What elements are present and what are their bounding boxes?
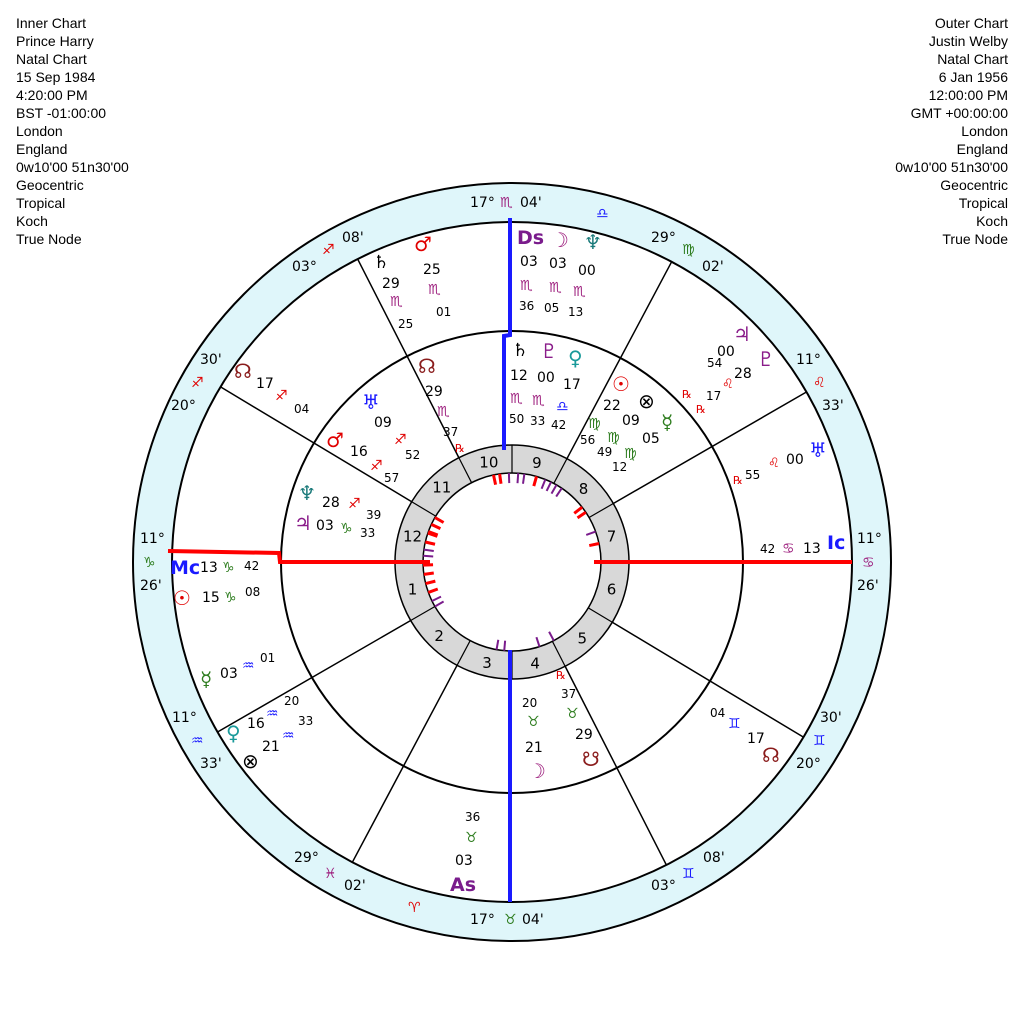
cusp-deg: 29° [294, 850, 319, 866]
leo-icon: ♌ [722, 377, 734, 392]
cancer-icon: ♋ [862, 555, 875, 571]
planet-deg: 17 [256, 376, 274, 392]
planet-deg: 17 [563, 377, 581, 393]
planet-min: 49 [597, 445, 613, 459]
planet-deg: 09 [374, 415, 392, 431]
planet-tick [424, 550, 434, 551]
ic-icon: Ic [827, 532, 846, 554]
planet-min: 33 [360, 526, 376, 540]
uranus-icon: ♅ [809, 438, 827, 462]
planet-tick [423, 556, 433, 557]
cusp-deg: 11° [140, 531, 165, 547]
desc-icon: Ds [517, 227, 545, 249]
sagittarius-icon: ♐ [370, 458, 383, 474]
planet-deg: 00 [717, 344, 735, 360]
info-line: 12:00:00 PM [928, 87, 1008, 103]
libra-icon: ♎ [556, 399, 569, 415]
planet-deg: 21 [525, 740, 543, 756]
mars-icon: ♂ [326, 428, 344, 452]
north-node-icon: ☊ [762, 743, 780, 767]
cusp-min: 26' [140, 578, 162, 594]
scorpio-icon: ♏ [437, 404, 450, 420]
capricorn-icon: ♑ [222, 560, 235, 576]
capricorn-icon: ♑ [340, 521, 353, 537]
info-line: True Node [942, 231, 1008, 247]
planet-deg: 13 [803, 541, 821, 557]
cusp-deg: 20° [796, 756, 821, 772]
scorpio-icon: ♏ [532, 393, 545, 409]
info-line: Prince Harry [16, 33, 94, 49]
planet-tick [523, 474, 524, 484]
north-node-icon: ☊ [418, 354, 436, 378]
planet-deg: 12 [510, 368, 528, 384]
planet-min: 20 [522, 696, 538, 710]
cusp-min: 33' [822, 398, 844, 414]
planet-tick [500, 474, 501, 484]
planet-min: 37 [443, 425, 459, 439]
house-number: 6 [606, 580, 617, 599]
planet-min: 54 [707, 356, 723, 370]
capricorn-icon: ♑ [224, 590, 237, 606]
house-number: 12 [402, 527, 423, 546]
planet-deg: 15 [202, 590, 220, 606]
venus-icon: ♀ [568, 346, 583, 370]
cusp-deg: 20° [171, 398, 196, 414]
planet-deg: 17 [747, 731, 765, 747]
scorpio-icon: ♏ [510, 391, 523, 407]
aquarius-icon: ♒ [191, 733, 204, 749]
planet-min: 04 [710, 706, 726, 720]
info-line: Tropical [16, 195, 66, 211]
sagittarius-icon: ♐ [348, 496, 361, 512]
saturn-icon: ♄ [373, 252, 390, 273]
info-line: Justin Welby [928, 33, 1008, 49]
taurus-icon: ♉ [465, 830, 478, 846]
moon-icon: ☽ [528, 759, 546, 783]
cusp-min: 02' [344, 878, 366, 894]
planet-deg: 05 [642, 431, 660, 447]
mars-icon: ♂ [414, 232, 432, 256]
pluto-icon: ♇ [757, 347, 775, 371]
house-number: 7 [606, 527, 617, 546]
pisces-icon: ♓ [324, 866, 337, 882]
taurus-icon: ♉ [504, 912, 517, 928]
asc-icon: As [450, 874, 477, 896]
info-line: Natal Chart [937, 51, 1008, 67]
cusp-min: 30' [200, 352, 222, 368]
retrograde-icon: ℞ [696, 403, 706, 416]
scorpio-icon: ♏ [520, 278, 533, 294]
cusp-deg: 17° [470, 195, 495, 211]
house-number: 11 [432, 478, 452, 497]
neptune-icon: ♆ [584, 230, 602, 254]
planet-deg: 03 [520, 254, 538, 270]
planet-min: 01 [436, 305, 452, 319]
planet-deg: 03 [455, 853, 473, 869]
planet-min: 12 [612, 460, 628, 474]
mercury-icon: ☿ [200, 667, 213, 691]
house-number: 2 [434, 626, 444, 645]
info-line: Tropical [958, 195, 1008, 211]
sagittarius-icon: ♐ [394, 432, 407, 448]
taurus-icon: ♉ [527, 714, 540, 730]
info-line: London [16, 123, 63, 139]
scorpio-icon: ♏ [390, 294, 403, 310]
info-line: 0w10'00 51n30'00 [895, 159, 1008, 175]
cusp-deg: 17° [470, 912, 495, 928]
planet-min: 52 [405, 448, 421, 462]
jupiter-icon: ♃ [294, 511, 312, 535]
house-number: 1 [407, 580, 418, 599]
planet-tick [424, 573, 434, 574]
planet-deg: 00 [578, 263, 596, 279]
planet-deg: 29 [575, 727, 593, 743]
planet-min: 39 [366, 508, 382, 522]
planet-min: 04 [294, 402, 310, 416]
moon-icon: ☽ [551, 228, 569, 252]
planet-min: 17 [706, 389, 722, 403]
sagittarius-icon: ♐ [322, 242, 335, 258]
info-line: 6 Jan 1956 [938, 69, 1008, 85]
scorpio-icon: ♏ [573, 284, 586, 300]
retrograde-icon: ℞ [556, 669, 566, 682]
info-line: England [956, 141, 1008, 157]
part-of-fortune-icon: ⊗ [242, 749, 259, 773]
north-node-icon: ☊ [234, 359, 252, 383]
house-number: 10 [479, 453, 499, 472]
house-number: 5 [577, 629, 588, 648]
aquarius-icon: ♒ [266, 706, 279, 722]
planet-min: 36 [465, 810, 481, 824]
virgo-icon: ♍ [588, 416, 601, 432]
virgo-icon: ♍ [624, 446, 637, 462]
planet-min: 13 [568, 305, 584, 319]
planet-min: 05 [544, 301, 560, 315]
info-line: England [16, 141, 68, 157]
mercury-icon: ☿ [661, 410, 674, 434]
planet-tick [518, 473, 519, 483]
info-line: Outer Chart [934, 15, 1008, 31]
scorpio-icon: ♏ [428, 282, 441, 298]
planet-min: 56 [580, 433, 596, 447]
planet-min: 42 [244, 559, 260, 573]
taurus-icon: ♉ [566, 706, 579, 722]
planet-deg: 28 [734, 366, 752, 382]
sun-icon: ☉ [612, 372, 630, 396]
cusp-deg: 11° [857, 531, 882, 547]
planet-deg: 03 [549, 256, 567, 272]
planet-min: 42 [551, 418, 567, 432]
planet-deg: 29 [425, 384, 443, 400]
planet-min: 01 [260, 651, 276, 665]
info-line: 4:20:00 PM [16, 87, 88, 103]
libra-icon: ♎ [596, 206, 609, 222]
planet-min: 25 [398, 317, 414, 331]
retrograde-icon: ℞ [455, 442, 465, 455]
sun-icon: ☉ [173, 586, 191, 610]
aquarius-icon: ♒ [282, 728, 295, 744]
planet-deg: 13 [200, 560, 218, 576]
aquarius-icon: ♒ [242, 658, 255, 674]
south-node-icon: ☋ [582, 747, 600, 771]
cusp-min: 30' [820, 710, 842, 726]
cusp-deg: 29° [651, 230, 676, 246]
info-line: London [961, 123, 1008, 139]
retrograde-icon: ℞ [733, 474, 743, 487]
info-line: GMT +00:00:00 [910, 105, 1008, 121]
jupiter-icon: ♃ [733, 322, 751, 346]
cusp-deg: 03° [292, 259, 317, 275]
sagittarius-icon: ♐ [275, 388, 288, 404]
cusp-deg: 11° [796, 352, 821, 368]
cusp-min: 04' [522, 912, 544, 928]
neptune-icon: ♆ [298, 481, 316, 505]
saturn-icon: ♄ [512, 340, 529, 361]
cusp-min: 08' [703, 850, 725, 866]
hub-center [423, 473, 601, 651]
planet-tick [493, 475, 495, 485]
gemini-icon: ♊ [813, 733, 826, 749]
planet-min: 33 [298, 714, 314, 728]
planet-deg: 00 [786, 452, 804, 468]
info-line: Natal Chart [16, 51, 87, 67]
planet-min: 42 [760, 542, 776, 556]
info-line: Inner Chart [16, 15, 87, 31]
cusp-min: 02' [702, 259, 724, 275]
planet-deg: 16 [247, 716, 265, 732]
cusp-min: 04' [520, 195, 542, 211]
planet-min: 57 [384, 471, 400, 485]
scorpio-icon: ♏ [500, 195, 513, 211]
virgo-icon: ♍ [607, 430, 620, 446]
scorpio-icon: ♏ [549, 280, 562, 296]
house-number: 3 [482, 653, 492, 672]
cusp-deg: 03° [651, 878, 676, 894]
house-number: 8 [578, 479, 589, 498]
planet-tick [504, 641, 505, 651]
planet-deg: 29 [382, 276, 400, 292]
info-line: Koch [976, 213, 1008, 229]
leo-icon: ♌ [813, 375, 826, 391]
gemini-icon: ♊ [728, 716, 741, 732]
planet-deg: 25 [423, 262, 441, 278]
info-line: Geocentric [16, 177, 84, 193]
planet-min: 50 [509, 412, 525, 426]
planet-min: 55 [745, 468, 761, 482]
sagittarius-icon: ♐ [191, 375, 204, 391]
planet-min: 33 [530, 414, 546, 428]
gemini-icon: ♊ [682, 866, 695, 882]
part-of-fortune-icon: ⊗ [638, 389, 655, 413]
info-line: Koch [16, 213, 48, 229]
planet-deg: 21 [262, 739, 280, 755]
planet-deg: 03 [316, 518, 334, 534]
info-line: BST -01:00:00 [16, 105, 107, 121]
aries-icon: ♈ [408, 900, 421, 916]
virgo-icon: ♍ [682, 242, 695, 258]
cusp-deg: 11° [172, 710, 197, 726]
house-number: 4 [530, 654, 540, 673]
leo-icon: ♌ [768, 456, 780, 471]
info-line: 0w10'00 51n30'00 [16, 159, 129, 175]
house-number: 9 [532, 454, 542, 473]
planet-deg: 00 [537, 370, 555, 386]
retrograde-icon: ℞ [682, 388, 692, 401]
cusp-min: 08' [342, 230, 364, 246]
planet-min: 37 [561, 687, 577, 701]
uranus-icon: ♅ [362, 390, 380, 414]
info-line: Geocentric [940, 177, 1008, 193]
planet-deg: 16 [350, 444, 368, 460]
cusp-min: 26' [857, 578, 879, 594]
planet-deg: 03 [220, 666, 238, 682]
info-line: True Node [16, 231, 82, 247]
venus-icon: ♀ [226, 721, 241, 745]
capricorn-icon: ♑ [143, 555, 156, 571]
planet-min: 36 [519, 299, 535, 313]
info-line: 15 Sep 1984 [16, 69, 96, 85]
planet-deg: 28 [322, 495, 340, 511]
cusp-min: 33' [200, 756, 222, 772]
planet-deg: 22 [603, 398, 621, 414]
planet-deg: 09 [622, 413, 640, 429]
planet-min: 08 [245, 585, 261, 599]
pluto-icon: ♇ [540, 339, 558, 363]
planet-min: 20 [284, 694, 300, 708]
planet-tick [589, 543, 599, 545]
cancer-icon: ♋ [782, 541, 795, 557]
mc-icon: Mc [170, 557, 201, 579]
